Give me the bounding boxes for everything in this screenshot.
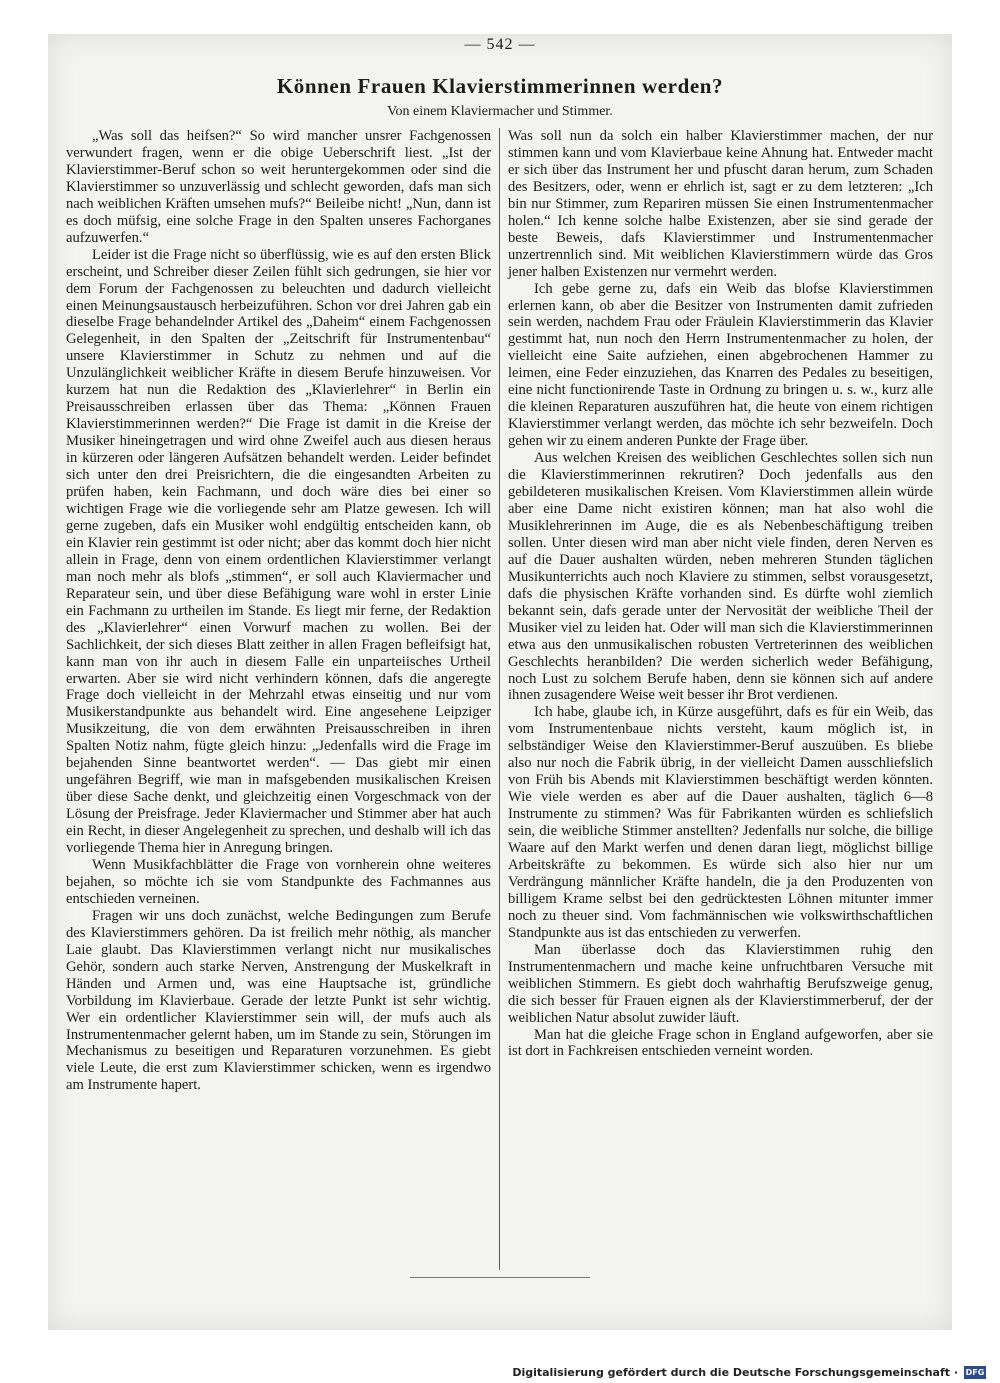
paragraph: Fragen wir uns doch zunächst, welche Bedingungen zum Berufe des Klavierstimmers gehören. Da ist freilich mehr nöthig, als mancher Laie glaubt. Das Klavierstimmen verlangt nicht nur musikalisches Gehör, sondern auch starke Nerven, Anstrengung der Muskelkraft in Händen und Armen und, was eine Hauptsache ist, gründliche Vorbildung im Klavierbaue. Gerade der letzte Punkt ist sehr wichtig. Wer ein ordentlicher Klavierstimmer sein will, der mufs auch als Instrumentenmacher gelernt haben, um im Stande zu sein, Störungen im Mechanismus zu beseitigen und Reparaturen vorzunehmen. Es giebt viele Leute, die erst zum Klavierstimmer schicken, wenn es irgendwo am Instrumente hapert.	[66, 907, 491, 1094]
paragraph: Was soll nun da solch ein halber Klavierstimmer machen, der nur stimmen kann und vom Klavierbaue keine Ahnung hat. Entweder macht er sich über das Instrument her und pfuscht daran herum, zum Schaden des Besitzers, oder, wenn er ehrlich ist, sagt er zu dem letzteren: „Ich bin nur Stimmer, zum Repariren müssen Sie einen Instrumentenmacher holen.“ Ich kenne solche halbe Existenzen, aber sie sind gerade der beste Beweis, dafs Klavierstimmer und Instrumentenmacher unzertrennlich sind. Mit weiblichen Klavierstimmern würde das Gros jener halben Existenzen nur vermehrt werden.	[508, 128, 933, 280]
paragraph: Ich habe, glaube ich, in Kürze ausgeführt, dafs es für ein Weib, das vom Instrumentenbaue nichts versteht, kaum möglich ist, in selbständiger Weise den Klavierstimmer-Beruf auszuüben. Es bliebe also nur noch die Fabrik übrig, in der vielleicht Damen ausschliefslich von Früh bis Abends mit Klavierstimmen beschäftigt werden könnten. Wie viele werden es aber auf die Dauer aushalten, täglich 6—8 Instrumente zu stimmen? Was für Fabrikanten würden es schliefslich sein, die weibliche Stimmer anstellten? Jedenfalls nur solche, die billige Waare auf den Markt werfen und denen daran liegt, möglichst billige Arbeitskräfte zu bekommen. Es würde sich also hier nur um Verdrängung männlicher Kräfte handeln, die ja den Produzenten von billigem Krame selbst bei den gedrücktesten Löhnen mitunter immer noch zu theuer sind. Vom fachmännischen wie volkswirthschaftlichen Standpunkte aus ist das entschieden zu verwerfen.	[508, 704, 933, 941]
article-title: Können Frauen Klavierstimmerinnen werden?	[276, 74, 724, 98]
paragraph: „Was soll das heifsen?“ So wird mancher unsrer Fachgenossen verwundert fragen, wenn er die obige Ueberschrift liest. „Ist der Klavierstimmer-Beruf schon so weit heruntergekommen oder sind die Klavierstimmer so unzuverlässig und schlecht geworden, dafs man sich nach weiblichen Kräften umsehen mufs?“ Beileibe nicht! „Nun, dann ist es doch müfsig, eine solche Frage in den Spalten unseres Fachorganes aufzuwerfen.“	[66, 128, 491, 246]
dfg-logo-icon: DFG	[965, 1368, 985, 1377]
page-number: — 542 —	[464, 36, 536, 53]
article-byline: Von einem Klaviermacher und Stimmer.	[387, 104, 613, 119]
article-end-rule	[410, 1277, 590, 1278]
paragraph: Aus welchen Kreisen des weiblichen Geschlechtes sollen sich nun die Klavierstimmerinnen rekrutiren? Doch jedenfalls aus den gebildeteren musikalischen Kreisen. Vom Klavierstimmen allein würde aber eine Dame nicht existiren können; man hat also wohl die Musiklehrerinnen im Auge, die es als Nebenbeschäftigung treiben sollen. Unter diesen wird man aber nicht viele finden, deren Nerven es auf die Dauer aushalten würden, neben mehreren Stunden täglichen Musikunterrichts auch noch Klaviere zu stimmen, selbst vorausgesetzt, dafs die physischen Kräfte vorhanden sind. Es dürfte wohl ziemlich bekannt sein, dafs gerade unter der Nervosität der weibliche Theil der Musiker viel zu leiden hat. Oder will man sich die Klavierstimmerinnen etwa aus den unmusikalischen robusten Vertreterinnen des weiblichen Geschlechts heranbilden? Die werden sicherlich weder Befähigung, noch Lust zu solchem Berufe haben, denn sie können sich auf andere ihnen zusagendere Weise weit besser ihr Brot verdienen.	[508, 450, 933, 704]
paragraph: Man hat die gleiche Frage schon in England aufgeworfen, aber sie ist dort in Fachkreisen entschieden verneint worden.	[508, 1026, 933, 1060]
right-column	[508, 128, 933, 1060]
left-column	[66, 128, 491, 1094]
footer-text: Digitalisierung gefördert durch die Deutsche Forschungsgemeinschaft ·	[512, 1366, 958, 1379]
paragraph: Man überlasse doch das Klavierstimmen ruhig den Instrumentenmachern und mache keine unfruchtbaren Versuche mit weiblichen Stimmern. Es giebt doch wahrhaftig Berufszweige genug, die sich besser für Frauen eignen als der Klavierstimmerberuf, der der weiblichen Natur absolut zuwider läuft.	[508, 941, 933, 1026]
digitization-footer	[512, 1366, 986, 1379]
paragraph: Leider ist die Frage nicht so überflüssig, wie es auf den ersten Blick erscheint, und Schreiber dieser Zeilen fühlt sich gedrungen, sie hier vor dem Forum der Fachgenossen zu beleuchten und dadurch vielleicht einen Meinungsaustausch herbeizuführen. Schon vor drei Jahren gab ein dieselbe Frage behandelnder Artikel des „Daheim“ einem Fachgenossen Gelegenheit, in den Spalten der „Zeitschrift für Instrumentenbau“ unsere Klavierstimmer in Schutz zu nehmen und auf die Unzulänglichkeit weiblicher Kräfte in diesem Berufe hinzuweisen. Vor kurzem hat nun die Redaktion des „Klavierlehrer“ in Berlin ein Preisausschreiben erlassen über das Thema: „Können Frauen Klavierstimmerinnen werden?“ Die Frage ist damit in die Kreise der Musiker hineingetragen und wird ohne Zweifel auch aus diesen heraus in kürzeren oder längeren Aufsätzen behandelt werden. Leider befindet sich unter den drei Preisrichtern, die die eingesandten Arbeiten zu prüfen haben, kein Fachmann, und doch wäre dies bei einer so wichtigen Frage wie die vorliegende sehr am Platze gewesen. Ich will gerne zugeben, dafs ein Musiker wohl endgültig entscheiden kann, ob ein Klavier rein gestimmt ist oder nicht; aber das kommt doch hier nicht allein in Frage, denn von einem ordentlichen Klavierstimmer verlangt man noch mehr als blofs „stimmen“, er soll auch Klaviermacher und Reparateur sein, und über diese Befähigung ware wohl in erster Linie ein Fachmann zu urtheilen im Stande. Es liegt mir ferne, der Redaktion des „Klavierlehrer“ einen Vorwurf machen zu wollen. Bei der Sachlichkeit, der sich dieses Blatt zeither in allen Fragen befleifsigt hat, kann man von ihr auch in diesem Falle ein unparteiisches Urtheil erwarten. Aber sie wird nicht verhindern können, dafs die angeregte Frage doch vielleicht in der Mehrzahl etwas einseitig und nur vom Musikerstandpunkte aus behandelt wird. Eine angesehene Leipziger Musikzeitung, die von dem erwähnten Preisausschreiben in ihren Spalten Notiz nahm, fügte gleich hinzu: „Jedenfalls wird die Frage im bejahenden Sinne beantwortet werden“. — Das giebt mir einen ungefähren Begriff, wie man in mafsgebenden musikalischen Kreisen über diese Sache denkt, und gleichzeitig einen Vorgeschmack von der Lösung der Preisfrage. Jeder Klaviermacher und Stimmer aber hat auch ein Recht, in dieser Angelegenheit zu sprechen, und deshalb will ich das vorliegende Thema hier in Anregung bringen.	[66, 246, 491, 857]
paragraph: Ich gebe gerne zu, dafs ein Weib das blofse Klavierstimmen erlernen kann, ob aber die Besitzer von Instrumenten damit zufrieden sein werden, nachdem Frau oder Fräulein Klavierstimmerin das Klavier gestimmt hat, nun noch den Herrn Instrumentenmacher zu holen, der vielleicht eine Saite aufziehen, einen abgebrochenen Hammer zu leimen, eine Feder einzuziehen, das Knarren des Pedales zu beseitigen, eine nicht functionirende Taste in Ordnung zu bringen u. s. w., kurz alle die kleinen Reparaturen auszuführen hat, die heute von einem richtigen Klavierstimmer verlangt werden, das möchte ich sehr bezweifeln. Doch gehen wir zu einem anderen Punkte der Frage über.	[508, 280, 933, 450]
paragraph: Wenn Musikfachblätter die Frage von vornherein ohne weiteres bejahen, so möchte ich sie vom Standpunkte des Fachmannes aus entschieden verneinen.	[66, 856, 491, 907]
column-divider	[499, 128, 500, 1270]
